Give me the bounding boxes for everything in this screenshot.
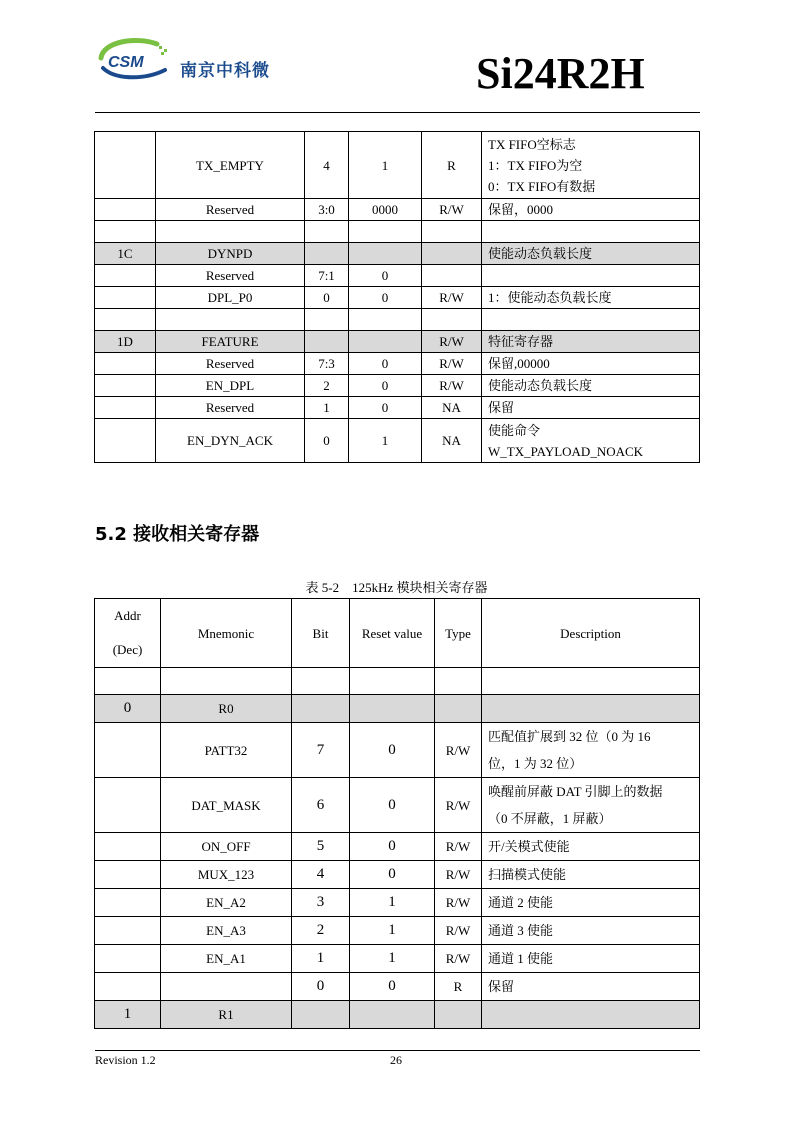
- bit-cell: [305, 309, 349, 331]
- table-row: [95, 331, 700, 353]
- bit-cell: [305, 221, 349, 243]
- mnemonic-cell: [156, 221, 305, 243]
- svg-text:CSM: CSM: [108, 54, 144, 71]
- type-cell: R/W: [422, 375, 482, 397]
- bit-cell: 7: [292, 723, 350, 778]
- description-cell: [482, 833, 700, 861]
- addr-cell: [95, 309, 156, 331]
- mnemonic-cell: R1: [161, 1001, 292, 1029]
- description-line: 扫描模式使能: [488, 867, 567, 882]
- reset-cell: [350, 1001, 435, 1029]
- type-cell: R/W: [435, 833, 482, 861]
- table-row: [95, 917, 700, 945]
- bit-cell: [305, 243, 349, 265]
- section-heading: 5.2 接收相关寄存器: [95, 524, 260, 545]
- type-cell: R/W: [435, 778, 482, 833]
- bit-cell: 0: [305, 287, 349, 309]
- description-line: 位，1 为 32 位）: [488, 756, 583, 771]
- description-line: 匹配值扩展到 32 位（0 为 16: [488, 729, 651, 744]
- addr-cell: [95, 287, 156, 309]
- bit-cell: 1: [305, 397, 349, 419]
- addr-cell: [95, 199, 156, 221]
- table-row: [95, 889, 700, 917]
- type-cell: [422, 243, 482, 265]
- table-row: [95, 973, 700, 1001]
- table-row: [95, 1001, 700, 1029]
- revision-label: Revision 1.2: [95, 1053, 156, 1067]
- bit-cell: 5: [292, 833, 350, 861]
- description-cell: [482, 397, 700, 419]
- description-cell: [482, 265, 700, 287]
- reset-cell: [350, 695, 435, 723]
- addr-cell: [95, 353, 156, 375]
- mnemonic-cell: DYNPD: [156, 243, 305, 265]
- register-table-1: [94, 131, 700, 463]
- description-line: 保留,00000: [488, 356, 550, 371]
- mnemonic-cell: R0: [161, 695, 292, 723]
- description-cell: [482, 723, 700, 778]
- table-row: [95, 833, 700, 861]
- type-cell: [422, 265, 482, 287]
- addr-cell: [95, 778, 161, 833]
- table-row: [95, 265, 700, 287]
- reset-cell: 0: [349, 397, 422, 419]
- description-line: 使能动态负载长度: [488, 378, 593, 393]
- bit-cell: 7:3: [305, 353, 349, 375]
- description-cell: [482, 973, 700, 1001]
- mnemonic-cell: EN_DYN_ACK: [156, 419, 305, 463]
- reset-cell: 0: [349, 375, 422, 397]
- reset-cell: [349, 221, 422, 243]
- description-cell: [482, 778, 700, 833]
- addr-cell: [95, 917, 161, 945]
- description-line: 1：TX FIFO为空: [488, 157, 583, 173]
- description-cell: [482, 945, 700, 973]
- description-cell: [482, 1001, 700, 1029]
- bit-cell: 7:1: [305, 265, 349, 287]
- description-line: 0：TX FIFO有数据: [488, 178, 596, 194]
- description-cell: [482, 861, 700, 889]
- table-row: [95, 419, 700, 463]
- mnemonic-cell: Reserved: [156, 397, 305, 419]
- type-cell: NA: [422, 397, 482, 419]
- description-line: 使能动态负载长度: [488, 246, 593, 261]
- mnemonic-cell: [161, 973, 292, 1001]
- reset-cell: 0: [350, 833, 435, 861]
- type-cell: [422, 309, 482, 331]
- description-line: 保留: [488, 400, 515, 415]
- mnemonic-cell: ON_OFF: [161, 833, 292, 861]
- addr-cell: [95, 221, 156, 243]
- header-type: Type: [435, 599, 482, 668]
- bit-cell: 4: [292, 861, 350, 889]
- table-row: [95, 287, 700, 309]
- description-line: 1：使能动态负载长度: [488, 290, 612, 305]
- table-row: [95, 397, 700, 419]
- type-cell: R/W: [422, 331, 482, 353]
- addr-cell: [95, 375, 156, 397]
- bit-cell: [292, 668, 350, 695]
- addr-cell: [95, 889, 161, 917]
- type-cell: R/W: [435, 889, 482, 917]
- description-line: 通道 2 使能: [488, 895, 554, 910]
- table-row: [95, 945, 700, 973]
- reset-cell: 0: [350, 778, 435, 833]
- reset-cell: 1: [350, 889, 435, 917]
- description-line: 开/关模式使能: [488, 839, 570, 854]
- type-cell: R/W: [422, 353, 482, 375]
- reset-cell: 0: [349, 353, 422, 375]
- bit-cell: [305, 331, 349, 353]
- type-cell: R/W: [422, 287, 482, 309]
- table-row: [95, 132, 700, 199]
- type-cell: [435, 1001, 482, 1029]
- register-table-2: [94, 598, 700, 1029]
- addr-cell: 1: [95, 1001, 161, 1029]
- table-row: [95, 309, 700, 331]
- description-line: 保留: [488, 979, 515, 994]
- table-row: [95, 375, 700, 397]
- company-name: 南京中科微: [180, 61, 270, 81]
- product-title: Si24R2H: [476, 49, 645, 98]
- reset-cell: [350, 668, 435, 695]
- description-cell: [482, 287, 700, 309]
- type-cell: R: [422, 132, 482, 199]
- description-cell: [482, 243, 700, 265]
- bit-cell: [292, 1001, 350, 1029]
- bit-cell: [292, 695, 350, 723]
- reset-cell: 1: [349, 419, 422, 463]
- type-cell: R/W: [435, 945, 482, 973]
- addr-cell: 1D: [95, 331, 156, 353]
- description-line: 特征寄存器: [488, 334, 554, 349]
- description-line: 唤醒前屏蔽 DAT 引脚上的数据: [488, 784, 663, 799]
- addr-cell: [95, 861, 161, 889]
- type-cell: [435, 695, 482, 723]
- reset-cell: 0: [350, 723, 435, 778]
- type-cell: [422, 221, 482, 243]
- reset-cell: 1: [350, 945, 435, 973]
- description-line: 通道 3 使能: [488, 923, 554, 938]
- table-row: [95, 199, 700, 221]
- mnemonic-cell: DAT_MASK: [161, 778, 292, 833]
- type-cell: R/W: [435, 723, 482, 778]
- description-cell: [482, 695, 700, 723]
- addr-cell: [95, 397, 156, 419]
- type-cell: R: [435, 973, 482, 1001]
- description-line: W_TX_PAYLOAD_NOACK: [488, 443, 644, 459]
- table-row: [95, 778, 700, 833]
- description-cell: [482, 375, 700, 397]
- mnemonic-cell: EN_DPL: [156, 375, 305, 397]
- description-cell: [482, 309, 700, 331]
- type-cell: R/W: [435, 917, 482, 945]
- addr-cell: [95, 833, 161, 861]
- description-line: 通道 1 使能: [488, 951, 554, 966]
- table-row: [95, 668, 700, 695]
- reset-cell: 0000: [349, 199, 422, 221]
- table-row: [95, 221, 700, 243]
- addr-cell: 0: [95, 695, 161, 723]
- addr-cell: [95, 945, 161, 973]
- table-row: [95, 353, 700, 375]
- description-cell: [482, 221, 700, 243]
- header-mnemonic: Mnemonic: [161, 599, 292, 668]
- description-cell: [482, 199, 700, 221]
- mnemonic-cell: EN_A2: [161, 889, 292, 917]
- description-line: TX FIFO空标志: [488, 136, 576, 152]
- page-number: 26: [390, 1053, 402, 1067]
- mnemonic-cell: [156, 309, 305, 331]
- mnemonic-cell: PATT32: [161, 723, 292, 778]
- bit-cell: 1: [292, 945, 350, 973]
- table-row: [95, 723, 700, 778]
- description-line: （0 不屏蔽，1 屏蔽）: [488, 811, 612, 826]
- header-description: Description: [482, 599, 700, 668]
- mnemonic-cell: Reserved: [156, 265, 305, 287]
- reset-cell: 0: [349, 287, 422, 309]
- mnemonic-cell: DPL_P0: [156, 287, 305, 309]
- table-caption: 表 5-2 125kHz 模块相关寄存器: [305, 580, 488, 595]
- type-cell: R/W: [422, 199, 482, 221]
- description-cell: [482, 353, 700, 375]
- company-logo: [95, 36, 175, 82]
- bit-cell: 2: [305, 375, 349, 397]
- header-rule: [95, 112, 700, 113]
- header-bit: Bit: [292, 599, 350, 668]
- reset-cell: 0: [349, 265, 422, 287]
- reset-cell: [349, 309, 422, 331]
- bit-cell: 0: [292, 973, 350, 1001]
- type-cell: [435, 668, 482, 695]
- description-cell: [482, 889, 700, 917]
- bit-cell: 3: [292, 889, 350, 917]
- table-header-row: [95, 599, 700, 668]
- reset-cell: 0: [350, 861, 435, 889]
- description-cell: [482, 331, 700, 353]
- header-addr: Addr (Dec): [95, 599, 161, 668]
- csm-logo-icon: [95, 36, 175, 82]
- mnemonic-cell: FEATURE: [156, 331, 305, 353]
- mnemonic-cell: EN_A1: [161, 945, 292, 973]
- bit-cell: 0: [305, 419, 349, 463]
- bit-cell: 2: [292, 917, 350, 945]
- mnemonic-cell: MUX_123: [161, 861, 292, 889]
- addr-cell: [95, 973, 161, 1001]
- footer-rule: [95, 1050, 700, 1051]
- description-cell: [482, 917, 700, 945]
- description-cell: [482, 668, 700, 695]
- type-cell: NA: [422, 419, 482, 463]
- mnemonic-cell: EN_A3: [161, 917, 292, 945]
- mnemonic-cell: TX_EMPTY: [156, 132, 305, 199]
- addr-cell: [95, 265, 156, 287]
- addr-cell: [95, 723, 161, 778]
- addr-cell: 1C: [95, 243, 156, 265]
- reset-cell: 1: [350, 917, 435, 945]
- header-reset-value: Reset value: [350, 599, 435, 668]
- reset-cell: 0: [350, 973, 435, 1001]
- type-cell: R/W: [435, 861, 482, 889]
- mnemonic-cell: [161, 668, 292, 695]
- bit-cell: 3:0: [305, 199, 349, 221]
- addr-cell: [95, 132, 156, 199]
- description-line: 使能命令: [488, 422, 541, 438]
- table-row: [95, 243, 700, 265]
- bit-cell: 4: [305, 132, 349, 199]
- addr-cell: [95, 419, 156, 463]
- addr-cell: [95, 668, 161, 695]
- description-cell: [482, 132, 700, 199]
- bit-cell: 6: [292, 778, 350, 833]
- reset-cell: [349, 243, 422, 265]
- description-cell: [482, 419, 700, 463]
- table-row: [95, 861, 700, 889]
- reset-cell: 1: [349, 132, 422, 199]
- mnemonic-cell: Reserved: [156, 353, 305, 375]
- description-line: 保留，0000: [488, 202, 554, 217]
- reset-cell: [349, 331, 422, 353]
- mnemonic-cell: Reserved: [156, 199, 305, 221]
- table-row: [95, 695, 700, 723]
